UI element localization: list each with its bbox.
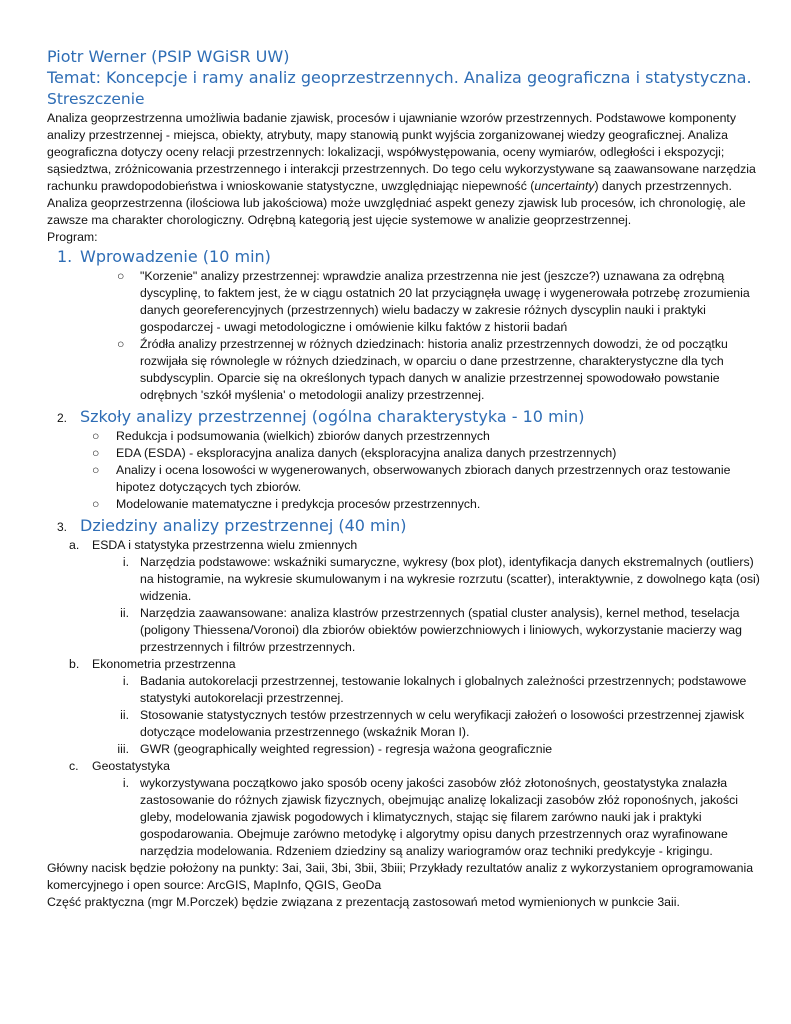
section-1-title: Wprowadzenie (10 min) [80,247,271,266]
summary-italic-term: uncertainty [534,179,595,193]
subsection-b-item-i [47,673,761,707]
section-3-number: 3. [57,520,68,534]
item-marker: i. [122,555,129,569]
subsection-b-item-iii [47,741,761,758]
closing-emphasis: Główny nacisk będzie położony na punkty: 3ai, 3aii, 3bi, 3bii, 3biii; Przykłady rezultatów analiz z wykorzystaniem oprogramowania komercyjnego i open source: ArcGIS, MapInfo, QGIS, GeoDa [47,861,754,892]
closing-practical: Część praktyczna (mgr M.Porczek) będzie związana z prezentacją zastosowań metod wymienionych w punkcie 3aii. [47,895,680,909]
summary-text-part1: Analiza geoprzestrzenna umożliwia badanie zjawisk, procesów i ujawnianie wzorów przestrzennych. Podstawowe komponenty analizy przestrzennej - miejsca, obiekty, atrybuty, mapy stanowią punkt wyjścia zorganizowanej wiedzy geograficznej. Analiza geograficzna dotyczy oceny relacji przestrzennych: lokalizacji, współwystępowania, oceny wymiarów, odległości i ekspozycji; sąsiedztwa, zróżnicowania przestrzennego i interakcji przestrzennych. Do tego celu wykorzystywane są zaawansowane narzędzia rachunku prawdopodobieństwa i wnioskowanie statystyczne, uwzględniając niepewność ( [47,111,756,193]
bullet-marker: ○ [92,497,100,511]
summary-text-part2: ) danych przestrzennych. Analiza geoprzestrzenna (ilościowa lub jakościowa) może uwzględniać aspekt genezy zjawisk lub procesów, ich chronologię, ale zawsze ma charakter chorologiczny. Odrębną kategorią jest ujęcie systemowe w analizie geoprzestrzennej. [47,179,746,227]
section-2-number: 2. [57,411,68,425]
section-2-heading [47,407,761,428]
item-text: GWR (geographically weighted regression) - regresja ważona geograficznie [140,742,553,756]
item-marker: i. [122,674,129,688]
bullet-text: Analizy i ocena losowości w wygenerowanych, obserwowanych zbiorach danych przestrzennych oraz testowanie hipotez dotyczących tych zbiorów. [116,463,731,494]
item-text: Stosowanie statystycznych testów przestrzennych w celu weryfikacji założeń o losowości przestrzennej zjawisk dotyczące modelowania przestrzennego (wskaźnik Moran I). [140,708,745,739]
bullet-text: EDA (ESDA) - eksploracyjna analiza danych (eksploracyjna analiza danych przestrzennych) [116,446,617,460]
section-2-bullet-1 [47,428,761,445]
subsection-a [47,537,761,554]
author-line: Piotr Werner (PSIP WGiSR UW) [47,47,290,66]
subsection-marker: c. [69,759,79,773]
item-marker: i. [122,776,129,790]
section-1-bullet-2 [47,336,761,404]
bullet-text: Modelowanie matematyczne i predykcja procesów przestrzennych. [116,497,481,511]
bullet-marker: ○ [92,446,100,460]
subsection-c-item-i [47,775,761,860]
summary-heading: Streszczenie [47,90,145,108]
item-marker: ii. [120,708,129,722]
section-2-bullet-2 [47,445,761,462]
subsection-title: ESDA i statystyka przestrzenna wielu zmiennych [92,538,358,552]
bullet-marker: ○ [92,429,100,443]
bullet-text: Redukcja i podsumowania (wielkich) zbiorów danych przestrzennych [116,429,490,443]
item-marker: ii. [120,606,129,620]
bullet-marker: ○ [92,463,100,477]
summary-paragraph [47,110,761,229]
item-marker: iii. [117,742,129,756]
subsection-marker: a. [69,538,80,552]
bullet-text: "Korzenie" analizy przestrzennej: wprawdzie analiza przestrzenna nie jest (jeszcze?) uznawana za odrębną dyscyplinę, to faktem jest, że w ciągu ostatnich 20 lat przyciągnęła uwagę i wygenerowała potrzebę zrozumienia danych georeferencyjnych (przestrzennych) wielu badaczy w zakresie różnych dyscyplin nauki i praktyki gospodarczej - uwagi metodologiczne i omówienie kilku faktów z historii badań [140,269,750,334]
bullet-text: Źródła analizy przestrzennej w różnych dziedzinach: historia analiz przestrzennych dowodzi, że od początku rozwijała się równolegle w różnych dziedzinach, w oparciu o dane przestrzenne, charakterystyczne dla tych subdyscyplin. Oparcie się na określonych typach danych w analizie przestrzennej spowodowało powstanie odrębnych 'szkół myślenia' o metodologii analizy przestrzennej. [140,337,728,402]
section-1-bullet-1 [47,268,761,336]
subsection-marker: b. [69,657,80,671]
section-1-heading [47,247,761,268]
section-2-bullet-4 [47,496,761,513]
section-3-title: Dziedziny analizy przestrzennej (40 min) [80,516,407,535]
program-label: Program: [47,230,98,244]
subsection-a-item-ii [47,605,761,656]
item-text: Badania autokorelacji przestrzennej, testowanie lokalnych i globalnych zależności przestrzennych; podstawowe statystyki autokorelacji przestrzennej. [140,674,747,705]
item-text: Narzędzia podstawowe: wskaźniki sumaryczne, wykresy (box plot), identyfikacja danych ekstremalnych (outliers) na histogramie, na wykresie skumulowanym i na wykresie rozrzutu (scatter), interaktywnie, z dowolnego kąta (osi) widzenia. [140,555,760,603]
section-2-bullet-3 [47,462,761,496]
item-text: Narzędzia zaawansowane: analiza klastrów przestrzennych (spatial cluster analysis), kernel method, teselacja (poligony Thiessena/Voronoi) dla zbiorów obiektów powierzchniowych i liniowych, wykorzystanie macierzy wag przestrzennych i filtrów przestrzennych. [140,606,742,654]
section-1-number: 1. [57,247,73,266]
subsection-b [47,656,761,673]
section-3-heading [47,516,761,537]
subsection-title: Geostatystyka [92,759,170,773]
subsection-c [47,758,761,775]
subsection-a-item-i [47,554,761,605]
bullet-marker: ○ [117,337,125,351]
bullet-marker: ○ [117,269,125,283]
section-2-title: Szkoły analizy przestrzennej (ogólna charakterystyka - 10 min) [80,407,585,426]
item-text: wykorzystywana początkowo jako sposób oceny jakości zasobów złóż złotonośnych, geostatystyka znalazła zastosowanie do różnych zjawisk fizycznych, obejmując analizę lokalizacji zasobów złóż roponośnych, jakości gleby, modelowania zjawisk pogodowych i klimatycznych, stając się filarem zarówno nauki jak i praktyki gospodarowania. Obejmuje zarówno metodykę i algorytmy opisu danych przestrzennych oraz wyrafinowane narzędzia modelowania. Rdzeniem dziedziny są analizy wariogramów oraz techniki predykcyje - krigingu. [140,776,739,858]
subsection-b-item-ii [47,707,761,741]
topic-title: Temat: Koncepcje i ramy analiz geoprzestrzennych. Analiza geograficzna i statystyczna. [47,68,752,87]
subsection-title: Ekonometria przestrzenna [92,657,236,671]
